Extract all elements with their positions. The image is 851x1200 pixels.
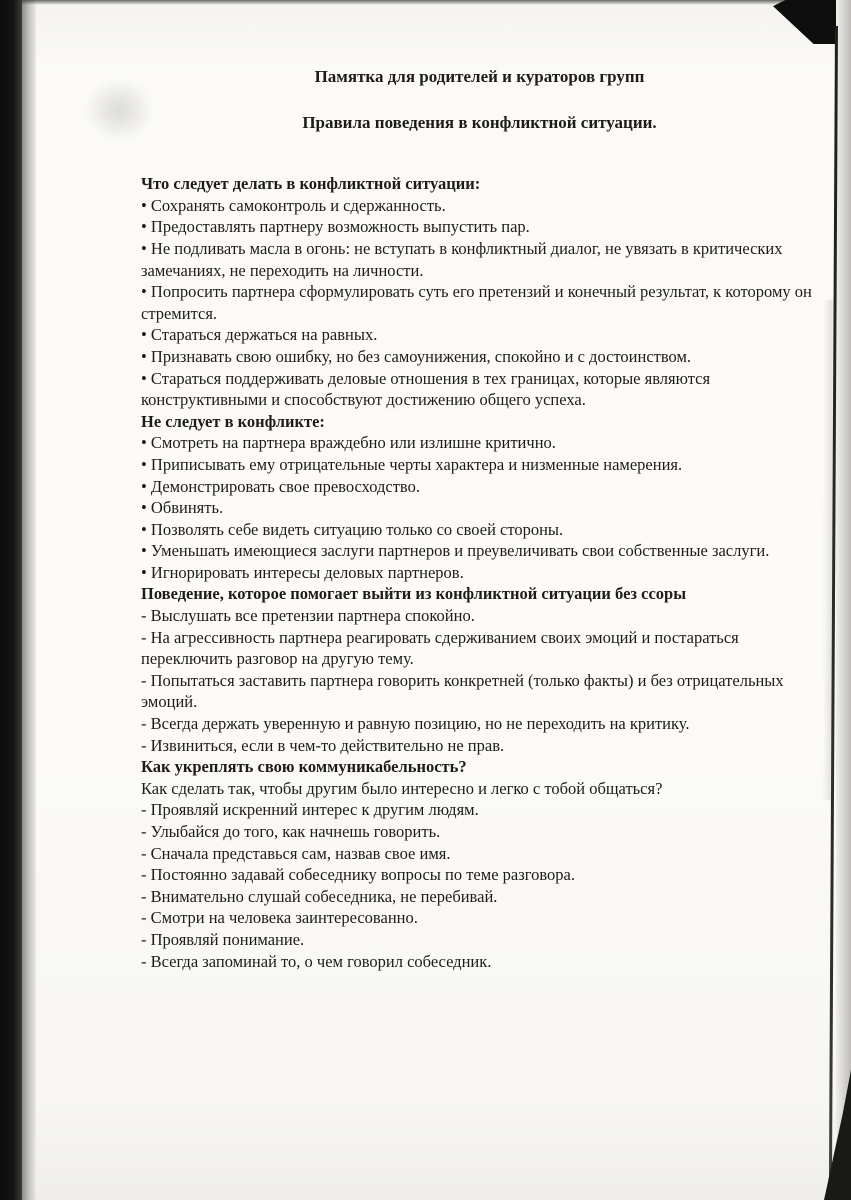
section-heading: Поведение, которое помогает выйти из конфликтной ситуации без ссоры	[141, 584, 687, 604]
section-dont-in-conflict	[141, 411, 818, 584]
scan-smudge-right	[823, 300, 833, 800]
scan-edge-right-gray	[836, 0, 851, 1200]
list-item: • Стараться поддерживать деловые отношения в тех границах, которые являются конструктивными и способствуют достижению общего успеха.	[141, 368, 711, 410]
list-item: - Всегда держать уверенную и равную позицию, но не переходить на критику.	[141, 714, 690, 734]
list-item: - Улыбайся до того, как начнешь говорить.	[141, 822, 441, 841]
list-item: • Попросить партнера сформулировать суть его претензий и конечный результат, к которому он стремится.	[141, 282, 812, 323]
section-heading: Как укреплять свою коммуникабельность?	[141, 757, 467, 777]
section-heading: Что следует делать в конфликтной ситуации:	[141, 174, 481, 194]
document-title: Памятка для родителей и кураторов групп	[314, 67, 645, 86]
list-item: • Предоставлять партнеру возможность выпустить пар.	[141, 217, 530, 237]
list-item: • Признавать свою ошибку, но без самоунижения, спокойно и с достоинством.	[141, 346, 692, 366]
scan-edge-left-gray	[22, 0, 36, 1200]
list-item: • Сохранять самоконтроль и сдержанность.	[141, 195, 446, 215]
list-item: - Сначала представься сам, назвав свое имя.	[141, 843, 451, 863]
list-item: - Выслушать все претензии партнера спокойно.	[141, 606, 475, 626]
list-item: • Стараться держаться на равных.	[141, 325, 378, 345]
list-item: - На агрессивность партнера реагировать сдерживанием своих эмоций и постараться переключить разговор на другую тему.	[141, 627, 739, 669]
list-item: • Обвинять.	[141, 498, 224, 518]
list-item: - Извиниться, если в чем-то действительно не прав.	[141, 735, 505, 755]
scan-edge-top-shadow	[22, 0, 851, 5]
list-item: - Внимательно слушай собеседника, не перебивай.	[141, 886, 498, 906]
list-item: - Всегда запоминай то, о чем говорил собеседник.	[141, 951, 492, 971]
list-item: • Приписывать ему отрицательные черты характера и низменные намерения.	[141, 454, 683, 474]
document-subtitle: Правила поведения в конфликтной ситуации.	[302, 112, 657, 132]
section-do-in-conflict	[141, 173, 818, 411]
list-item: • Смотреть на партнера враждебно или излишне критично.	[141, 433, 556, 453]
list-item: - Проявляй понимание.	[141, 929, 305, 949]
section-exit-conflict	[141, 583, 818, 756]
list-item: • Демонстрировать свое превосходство.	[141, 476, 420, 496]
list-item: • Уменьшать имеющиеся заслуги партнеров и преувеличивать свои собственные заслуги.	[141, 541, 770, 561]
document-body	[141, 66, 818, 972]
list-item: • Не подливать масла в огонь: не вступать в конфликтный диалог, не увязать в критических замечаниях, не переходить на личности.	[141, 238, 783, 280]
scan-edge-left-black	[0, 0, 22, 1200]
list-item: - Проявляй искренний интерес к другим людям.	[141, 800, 479, 820]
list-item: - Постоянно задавай собеседнику вопросы по теме разговора.	[141, 865, 575, 885]
list-item: Как сделать так, чтобы другим было интересно и легко с тобой общаться?	[141, 778, 663, 798]
section-heading: Не следует в конфликте:	[141, 411, 325, 431]
list-item: • Позволять себе видеть ситуацию только со своей стороны.	[141, 519, 564, 539]
section-communication-skills	[141, 756, 818, 972]
list-item: - Попытаться заставить партнера говорить конкретней (только факты) и без отрицательных эмоций.	[141, 670, 784, 712]
list-item: - Смотри на человека заинтересованно.	[141, 908, 418, 928]
list-item: • Игнорировать интересы деловых партнеров.	[141, 562, 464, 582]
